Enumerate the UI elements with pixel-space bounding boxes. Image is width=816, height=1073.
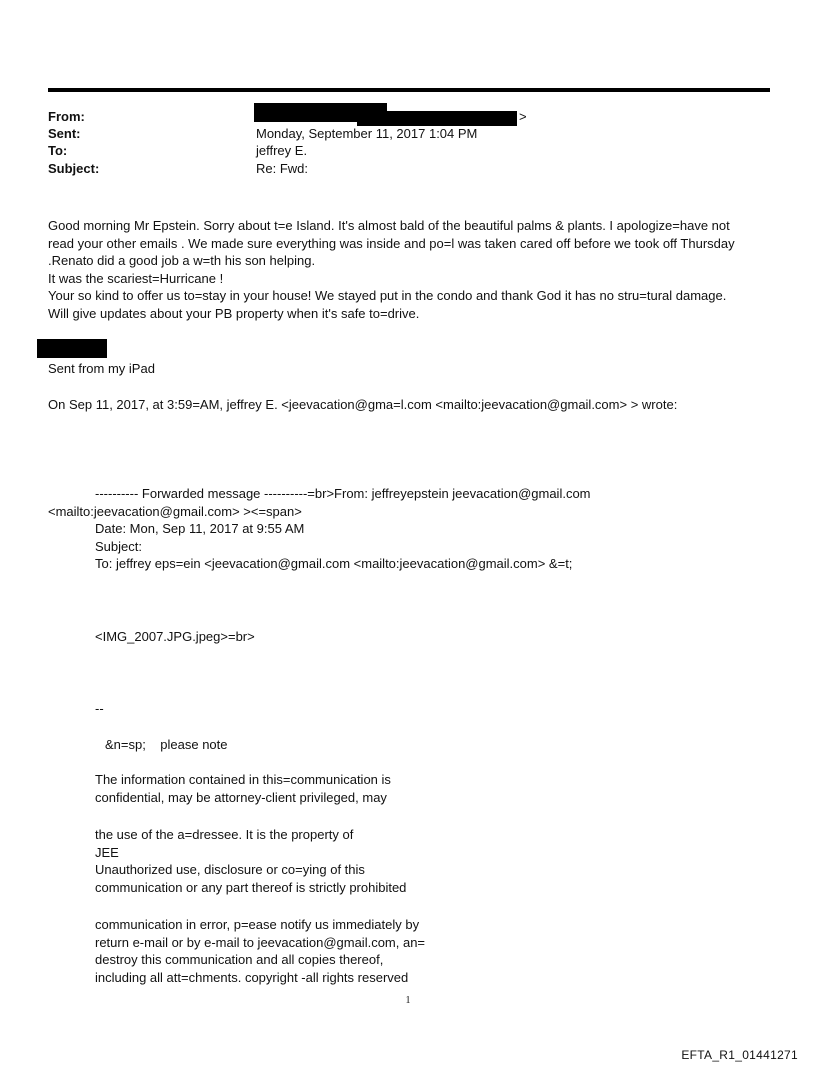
subject-label: Subject: xyxy=(48,161,100,176)
disclaimer-line: including all att=chments. copyright -all rights reserved xyxy=(95,969,409,985)
forward-line-1: ---------- Forwarded message ----------=br>From: jeffreyepstein jeevacation@gmail.com xyxy=(95,486,591,501)
sent-label: Sent: xyxy=(48,126,81,141)
disclaimer-line: confidential, may be attorney-client privileged, may xyxy=(95,789,387,805)
disclaimer-block-3 xyxy=(95,916,735,986)
redaction-sender-name xyxy=(37,339,107,358)
to-value: jeffrey E. xyxy=(256,143,308,158)
header-rule xyxy=(48,88,770,92)
message-line: Good morning Mr Epstein. Sorry about t=e Island. It's almost bald of the beautiful palms & plants. I apologize=have not xyxy=(48,218,730,233)
disclaimer-line: Unauthorized use, disclosure or co=ying of this xyxy=(95,862,365,877)
message-line: .Renato did a good job a w=th his son helping. xyxy=(48,253,316,268)
disclaimer-line: the use of the a=dressee. It is the property of xyxy=(95,827,354,842)
subject-value: Re: Fwd: xyxy=(256,161,309,176)
signature-dashes: -- xyxy=(95,701,104,716)
forward-date: Date: Mon, Sep 11, 2017 at 9:55 AM xyxy=(95,521,305,536)
redaction-from-name-lower xyxy=(254,110,362,122)
forward-line-2: <mailto:jeevacation@gmail.com> ><=span> xyxy=(48,504,302,519)
disclaimer-block-1 xyxy=(95,771,735,806)
message-body xyxy=(48,217,778,322)
from-label: From: xyxy=(48,109,85,124)
forward-to: To: jeffrey eps=ein <jeevacation@gmail.com <mailto:jeevacation@gmail.com> &=t; xyxy=(95,556,573,571)
quote-intro: On Sep 11, 2017, at 3:59=AM, jeffrey E. <jeevacation@gma=l.com <mailto:jeevacation@gmail.com> > wrote: xyxy=(48,397,678,412)
from-suffix: > xyxy=(519,109,527,124)
sent-value: Monday, September 11, 2017 1:04 PM xyxy=(256,126,478,141)
message-line: read your other emails . We made sure everything was inside and po=l was taken cared off before we took off Thursday xyxy=(48,235,735,251)
signature: Sent from my iPad xyxy=(48,361,155,376)
please-note: &n=sp; please note xyxy=(105,737,228,752)
page-number: 1 xyxy=(405,995,411,1006)
disclaimer-line: communication in error, p=ease notify us immediately by xyxy=(95,917,420,932)
attachment-name: <IMG_2007.JPG.jpeg>=br> xyxy=(95,629,255,644)
message-line: Will give updates about your PB property when it's safe to=drive. xyxy=(48,305,420,321)
disclaimer-block-2 xyxy=(95,826,735,896)
disclaimer-line: The information contained in this=communication is xyxy=(95,772,391,787)
disclaimer-line: destroy this communication and all copies thereof, xyxy=(95,952,384,967)
redaction-from-email xyxy=(357,111,517,126)
bates-number: EFTA_R1_01441271 xyxy=(681,1048,798,1062)
disclaimer-line: communication or any part thereof is strictly prohibited xyxy=(95,879,407,895)
disclaimer-line: return e-mail or by e-mail to jeevacation@gmail.com, an= xyxy=(95,934,426,950)
message-line: Your so kind to offer us to=stay in your house! We stayed put in the condo and thank God it has no stru=tural damage. xyxy=(48,288,727,303)
disclaimer-line: JEE xyxy=(95,844,119,860)
to-label: To: xyxy=(48,143,68,158)
forward-subject: Subject: xyxy=(95,539,142,554)
message-line: It was the scariest=Hurricane ! xyxy=(48,270,224,286)
